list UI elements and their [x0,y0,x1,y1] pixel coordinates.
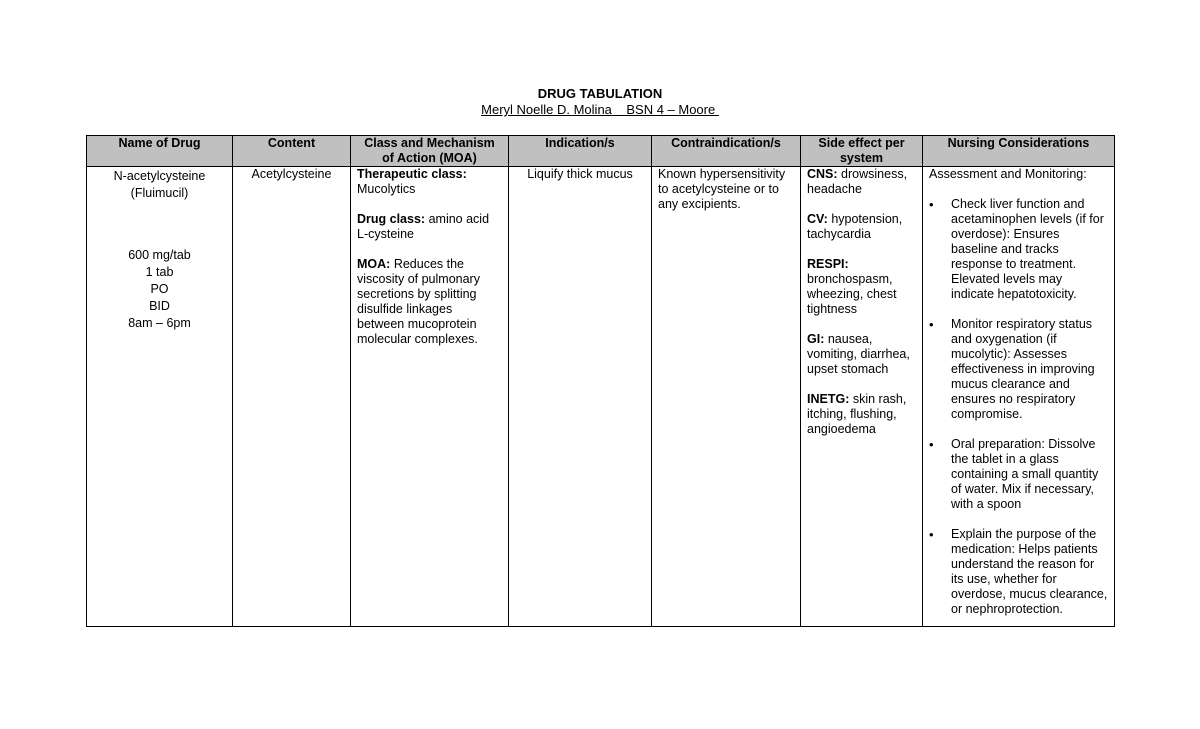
side-effect-respi [807,257,916,317]
nursing-list [929,197,1108,617]
dosage-frequency: BID [149,299,170,313]
side-effect-list: nausea, vomiting, diarrhea, upset stomach [807,332,910,376]
header-indications: Indication/s [509,136,652,167]
side-effect-system-label: CNS: [807,167,838,181]
header-content: Content [233,136,351,167]
side-effect-list: drowsiness, headache [807,167,908,196]
drug-class [357,212,502,242]
dosage-amount: 1 tab [145,265,174,279]
therapeutic-class-label: Therapeutic class: [357,167,467,181]
header-name-of-drug: Name of Drug [87,136,233,167]
mechanism-of-action [357,257,502,347]
cell-class-moa [351,167,509,627]
side-effect-gi [807,332,916,377]
drug-class-label: Drug class: [357,212,426,226]
side-effect-cv [807,212,916,242]
side-effect-system-label: CV: [807,212,828,226]
contraindication-text: Known hypersensitivity to acetylcysteine or to any excipients. [658,167,786,211]
drug-class-value: amino acid L-cysteine [357,212,490,241]
indication-text: Liquify thick mucus [527,167,633,181]
moa-value: Reduces the viscosity of pulmonary secretions by splitting disulfide linkages between mucoprotein molecular complexes. [357,257,480,346]
side-effect-system-label: RESPI: [807,257,849,271]
header-side-effects: Side effect per system [801,136,923,167]
drug-table [86,135,1115,627]
list-item: • Oral preparation: Dissolve the tablet in a glass containing a small quantity of water. Mix if necessary, with a spoon [951,437,1108,512]
side-effect-cns [807,167,916,197]
therapeutic-class [357,167,502,197]
cell-contraindications [652,167,801,627]
list-item: • Explain the purpose of the medication: Helps patients understand the reason for its use, whether for overdose, mucus clearance, or nephroprotection. [951,527,1108,617]
author-line: Meryl Noelle D. Molina BSN 4 – Moore [481,102,719,117]
side-effect-list: skin rash, itching, flushing, angioedema [807,392,907,436]
therapeutic-class-value: Mucolytics [357,182,416,196]
dosage-route: PO [150,282,169,296]
side-effect-system-label: INETG: [807,392,850,406]
table-header-row [87,136,1115,167]
header-nursing-considerations: Nursing Considerations [923,136,1115,167]
list-item: • Check liver function and acetaminophen levels (if for overdose): Ensures baseline and tracks response to treatment. Elevated levels may indicate hepatotoxicity. [951,197,1108,302]
cell-name-of-drug [87,167,233,627]
dosage-strength: 600 mg/tab [128,248,191,262]
cell-indications [509,167,652,627]
header-class-moa: Class and Mechanism of Action (MOA) [351,136,509,167]
nursing-heading: Assessment and Monitoring: [929,167,1087,181]
side-effect-list: hypotension, tachycardia [807,212,903,241]
list-item: • Monitor respiratory status and oxygenation (if mucolytic): Assesses effectiveness in improving mucus clearance and ensures no respiratory compromise. [951,317,1108,422]
side-effect-system-label: GI: [807,332,825,346]
cell-nursing-considerations [923,167,1115,627]
table-row [87,167,1115,627]
dosage-schedule: 8am – 6pm [128,316,191,330]
side-effect-integ [807,392,916,437]
header-contraindications: Contraindication/s [652,136,801,167]
document-title: DRUG TABULATION [537,86,663,101]
moa-label: MOA: [357,257,391,271]
cell-side-effects [801,167,923,627]
document-subtitle [0,102,1200,117]
drug-brand-name: (Fluimucil) [130,186,189,200]
side-effect-list: bronchospasm, wheezing, chest tightness [807,272,897,316]
cell-content [233,167,351,627]
drug-content: Acetylcysteine [251,167,332,181]
drug-generic-name: N-acetylcysteine [113,169,206,183]
